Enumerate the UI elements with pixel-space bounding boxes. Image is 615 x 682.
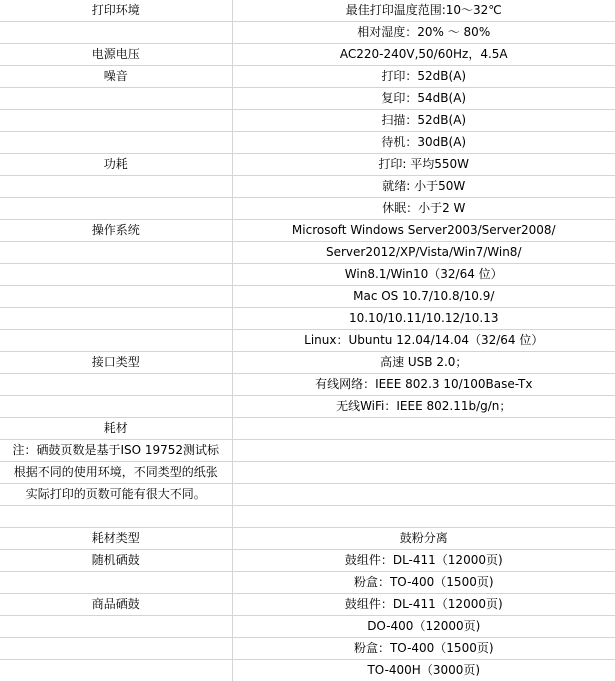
spec-label-cell bbox=[0, 264, 232, 286]
spec-value-cell: 就绪: 小于50W bbox=[232, 176, 615, 198]
table-row bbox=[0, 484, 615, 506]
spec-value-cell: AC220-240V,50/60Hz，4.5A bbox=[232, 44, 615, 66]
table-row bbox=[0, 154, 615, 176]
table-row bbox=[0, 462, 615, 484]
spec-value-cell bbox=[232, 418, 615, 440]
table-row bbox=[0, 572, 615, 594]
spec-value-cell: 鼓粉分离 bbox=[232, 528, 615, 550]
spec-label-cell: 实际打印的页数可能有很大不同。 bbox=[0, 484, 232, 506]
spec-label-cell: 根据不同的使用环境，不同类型的纸张 bbox=[0, 462, 232, 484]
spec-label-cell: 噪音 bbox=[0, 66, 232, 88]
table-row bbox=[0, 176, 615, 198]
table-row bbox=[0, 198, 615, 220]
table-row bbox=[0, 374, 615, 396]
spec-value-cell bbox=[232, 506, 615, 528]
spec-label-cell bbox=[0, 330, 232, 352]
table-row bbox=[0, 550, 615, 572]
spec-label-cell: 功耗 bbox=[0, 154, 232, 176]
spec-label-cell: 耗材 bbox=[0, 418, 232, 440]
table-row bbox=[0, 0, 615, 22]
table-row bbox=[0, 506, 615, 528]
spec-value-cell: 鼓组件：DL-411（12000页) bbox=[232, 594, 615, 616]
spec-label-cell bbox=[0, 198, 232, 220]
table-row bbox=[0, 528, 615, 550]
spec-label-cell bbox=[0, 660, 232, 682]
table-row bbox=[0, 440, 615, 462]
table-row bbox=[0, 132, 615, 154]
spec-value-cell: Mac OS 10.7/10.8/10.9/ bbox=[232, 286, 615, 308]
spec-label-cell bbox=[0, 308, 232, 330]
table-row bbox=[0, 616, 615, 638]
spec-value-cell: Win8.1/Win10（32/64 位） bbox=[232, 264, 615, 286]
spec-value-cell: DO-400（12000页) bbox=[232, 616, 615, 638]
spec-value-cell: 相对湿度：20% ～ 80% bbox=[232, 22, 615, 44]
spec-label-cell bbox=[0, 88, 232, 110]
spec-value-cell: 有线网络：IEEE 802.3 10/100Base-Tx bbox=[232, 374, 615, 396]
spec-label-cell bbox=[0, 176, 232, 198]
spec-value-cell: 粉盒：TO-400（1500页) bbox=[232, 638, 615, 660]
spec-label-cell bbox=[0, 132, 232, 154]
spec-label-cell bbox=[0, 242, 232, 264]
table-row bbox=[0, 418, 615, 440]
spec-value-cell: 最佳打印温度范围:10～32℃ bbox=[232, 0, 615, 22]
spec-value-cell: 粉盒：TO-400（1500页) bbox=[232, 572, 615, 594]
table-row bbox=[0, 594, 615, 616]
table-row bbox=[0, 88, 615, 110]
table-row bbox=[0, 660, 615, 682]
table-row bbox=[0, 264, 615, 286]
spec-label-cell: 随机硒鼓 bbox=[0, 550, 232, 572]
spec-label-cell bbox=[0, 638, 232, 660]
spec-value-cell: Microsoft Windows Server2003/Server2008/ bbox=[232, 220, 615, 242]
spec-label-cell bbox=[0, 506, 232, 528]
spec-value-cell: TO-400H（3000页) bbox=[232, 660, 615, 682]
spec-label-cell bbox=[0, 572, 232, 594]
table-row bbox=[0, 638, 615, 660]
table-row bbox=[0, 110, 615, 132]
spec-label-cell: 操作系统 bbox=[0, 220, 232, 242]
spec-value-cell: 打印：52dB(A) bbox=[232, 66, 615, 88]
spec-label-cell: 注：硒鼓页数是基于ISO 19752测试标 bbox=[0, 440, 232, 462]
spec-label-cell: 接口类型 bbox=[0, 352, 232, 374]
table-row bbox=[0, 286, 615, 308]
spec-value-cell: 待机：30dB(A) bbox=[232, 132, 615, 154]
spec-value-cell: Linux：Ubuntu 12.04/14.04（32/64 位） bbox=[232, 330, 615, 352]
spec-label-cell bbox=[0, 616, 232, 638]
spec-value-cell: 10.10/10.11/10.12/10.13 bbox=[232, 308, 615, 330]
spec-label-cell: 电源电压 bbox=[0, 44, 232, 66]
spec-label-cell: 耗材类型 bbox=[0, 528, 232, 550]
spec-value-cell bbox=[232, 462, 615, 484]
table-row bbox=[0, 242, 615, 264]
table-row bbox=[0, 396, 615, 418]
spec-value-cell bbox=[232, 440, 615, 462]
spec-label-cell bbox=[0, 22, 232, 44]
spec-value-cell: 打印: 平均550W bbox=[232, 154, 615, 176]
spec-value-cell: 休眠：小于2 W bbox=[232, 198, 615, 220]
spec-value-cell: Server2012/XP/Vista/Win7/Win8/ bbox=[232, 242, 615, 264]
spec-value-cell: 高速 USB 2.0； bbox=[232, 352, 615, 374]
table-row bbox=[0, 66, 615, 88]
spec-value-cell bbox=[232, 484, 615, 506]
table-row bbox=[0, 22, 615, 44]
spec-label-cell bbox=[0, 396, 232, 418]
table-row bbox=[0, 330, 615, 352]
spec-value-cell: 扫描：52dB(A) bbox=[232, 110, 615, 132]
spec-label-cell bbox=[0, 374, 232, 396]
spec-label-cell: 打印环境 bbox=[0, 0, 232, 22]
spec-value-cell: 无线WiFi：IEEE 802.11b/g/n； bbox=[232, 396, 615, 418]
table-row bbox=[0, 308, 615, 330]
spec-label-cell: 商品硒鼓 bbox=[0, 594, 232, 616]
table-row bbox=[0, 44, 615, 66]
spec-value-cell: 鼓组件：DL-411（12000页) bbox=[232, 550, 615, 572]
spec-value-cell: 复印：54dB(A) bbox=[232, 88, 615, 110]
spec-label-cell bbox=[0, 286, 232, 308]
table-row bbox=[0, 352, 615, 374]
table-row bbox=[0, 220, 615, 242]
spec-label-cell bbox=[0, 110, 232, 132]
